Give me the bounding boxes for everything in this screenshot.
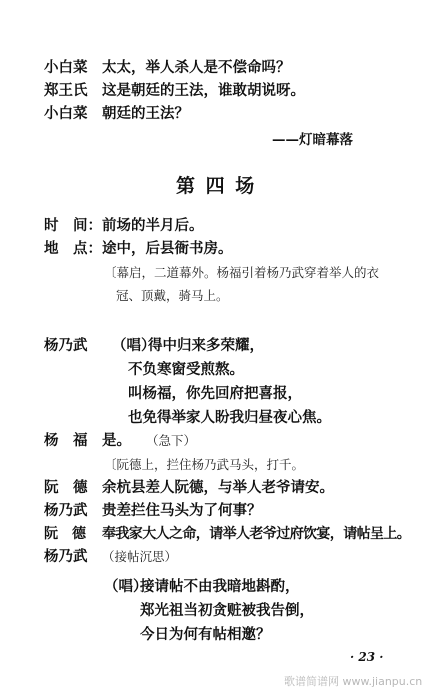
speaker-name: 杨乃武 bbox=[44, 548, 88, 565]
lyric-line: 接请帖不由我暗地斟酌， bbox=[140, 578, 300, 595]
place-label: 地 点： bbox=[44, 240, 102, 257]
time-label: 时 间： bbox=[44, 217, 102, 234]
dialogue-line bbox=[44, 104, 189, 124]
time-line bbox=[44, 216, 204, 236]
watermark: 歌谱简谱网 www.jianpu.cn bbox=[284, 675, 423, 688]
speaker-name: 小白菜 bbox=[44, 105, 88, 122]
stage-direction: 〔幕启，二道幕外。杨福引着杨乃武穿着举人的衣 bbox=[104, 265, 380, 280]
time-text: 前场的半月后。 bbox=[102, 217, 204, 234]
dialogue-text: 朝廷的王法？ bbox=[102, 105, 189, 122]
speaker-name: 小白菜 bbox=[44, 59, 88, 76]
dialogue-text: 余杭县差人阮德，与举人老爷请安。 bbox=[102, 479, 334, 496]
stage-direction: （急下） bbox=[146, 433, 197, 448]
stage-direction: 冠、顶戴，骑马上。 bbox=[116, 288, 229, 303]
dialogue-line bbox=[44, 81, 305, 101]
speaker-name: 杨 福 bbox=[44, 432, 88, 449]
stage-direction: 〔阮德上，拦住杨乃武马头，打千。 bbox=[104, 457, 305, 472]
dialogue-text: 太太，举人杀人是不偿命吗？ bbox=[102, 59, 291, 76]
lyric-line: 郑光祖当初贪赃被我告倒， bbox=[140, 602, 314, 619]
dialogue-text: 贵差拦住马头为了何事？ bbox=[102, 502, 262, 519]
dialogue-line bbox=[44, 547, 178, 567]
speaker-name: 杨乃武 bbox=[44, 337, 88, 354]
lyric-line: 叫杨福，你先回府把喜报， bbox=[128, 385, 302, 402]
lyric-line: 也免得举家人盼我归昼夜心焦。 bbox=[128, 409, 331, 426]
dialogue-line bbox=[44, 524, 411, 544]
lyric-line: 今日为何有帖相邀？ bbox=[140, 626, 271, 643]
dialogue-line bbox=[44, 58, 291, 78]
song-line bbox=[44, 336, 264, 356]
song-cue: （唱） bbox=[104, 578, 148, 595]
place-text: 途中，后县衙书房。 bbox=[102, 240, 233, 257]
dialogue-text: 这是朝廷的王法，谁敢胡说呀。 bbox=[102, 82, 305, 99]
scene-title: 第 四 场 bbox=[176, 175, 257, 197]
dialogue-line bbox=[44, 478, 334, 498]
dialogue-text: 是。 bbox=[102, 432, 131, 449]
speaker-name: 阮 德 bbox=[44, 526, 86, 542]
speaker-name: 杨乃武 bbox=[44, 502, 88, 519]
stage-direction: （接帖沉思） bbox=[102, 549, 178, 564]
song-line bbox=[104, 577, 300, 597]
lyric-line: 得中归来多荣耀， bbox=[148, 337, 264, 354]
song-cue: （唱） bbox=[112, 337, 156, 354]
dialogue-line bbox=[44, 501, 262, 521]
dialogue-line bbox=[44, 431, 197, 451]
speaker-name: 郑王氏 bbox=[44, 82, 88, 99]
speaker-name: 阮 德 bbox=[44, 479, 88, 496]
page-number: · 23 · bbox=[350, 650, 384, 664]
stage-direction-end: ——灯暗幕落 bbox=[272, 132, 353, 148]
dialogue-text: 奉我家大人之命，请举人老爷过府饮宴，请帖呈上。 bbox=[102, 526, 411, 542]
place-line bbox=[44, 239, 233, 259]
lyric-line: 不负寒窗受煎熬。 bbox=[128, 361, 244, 378]
